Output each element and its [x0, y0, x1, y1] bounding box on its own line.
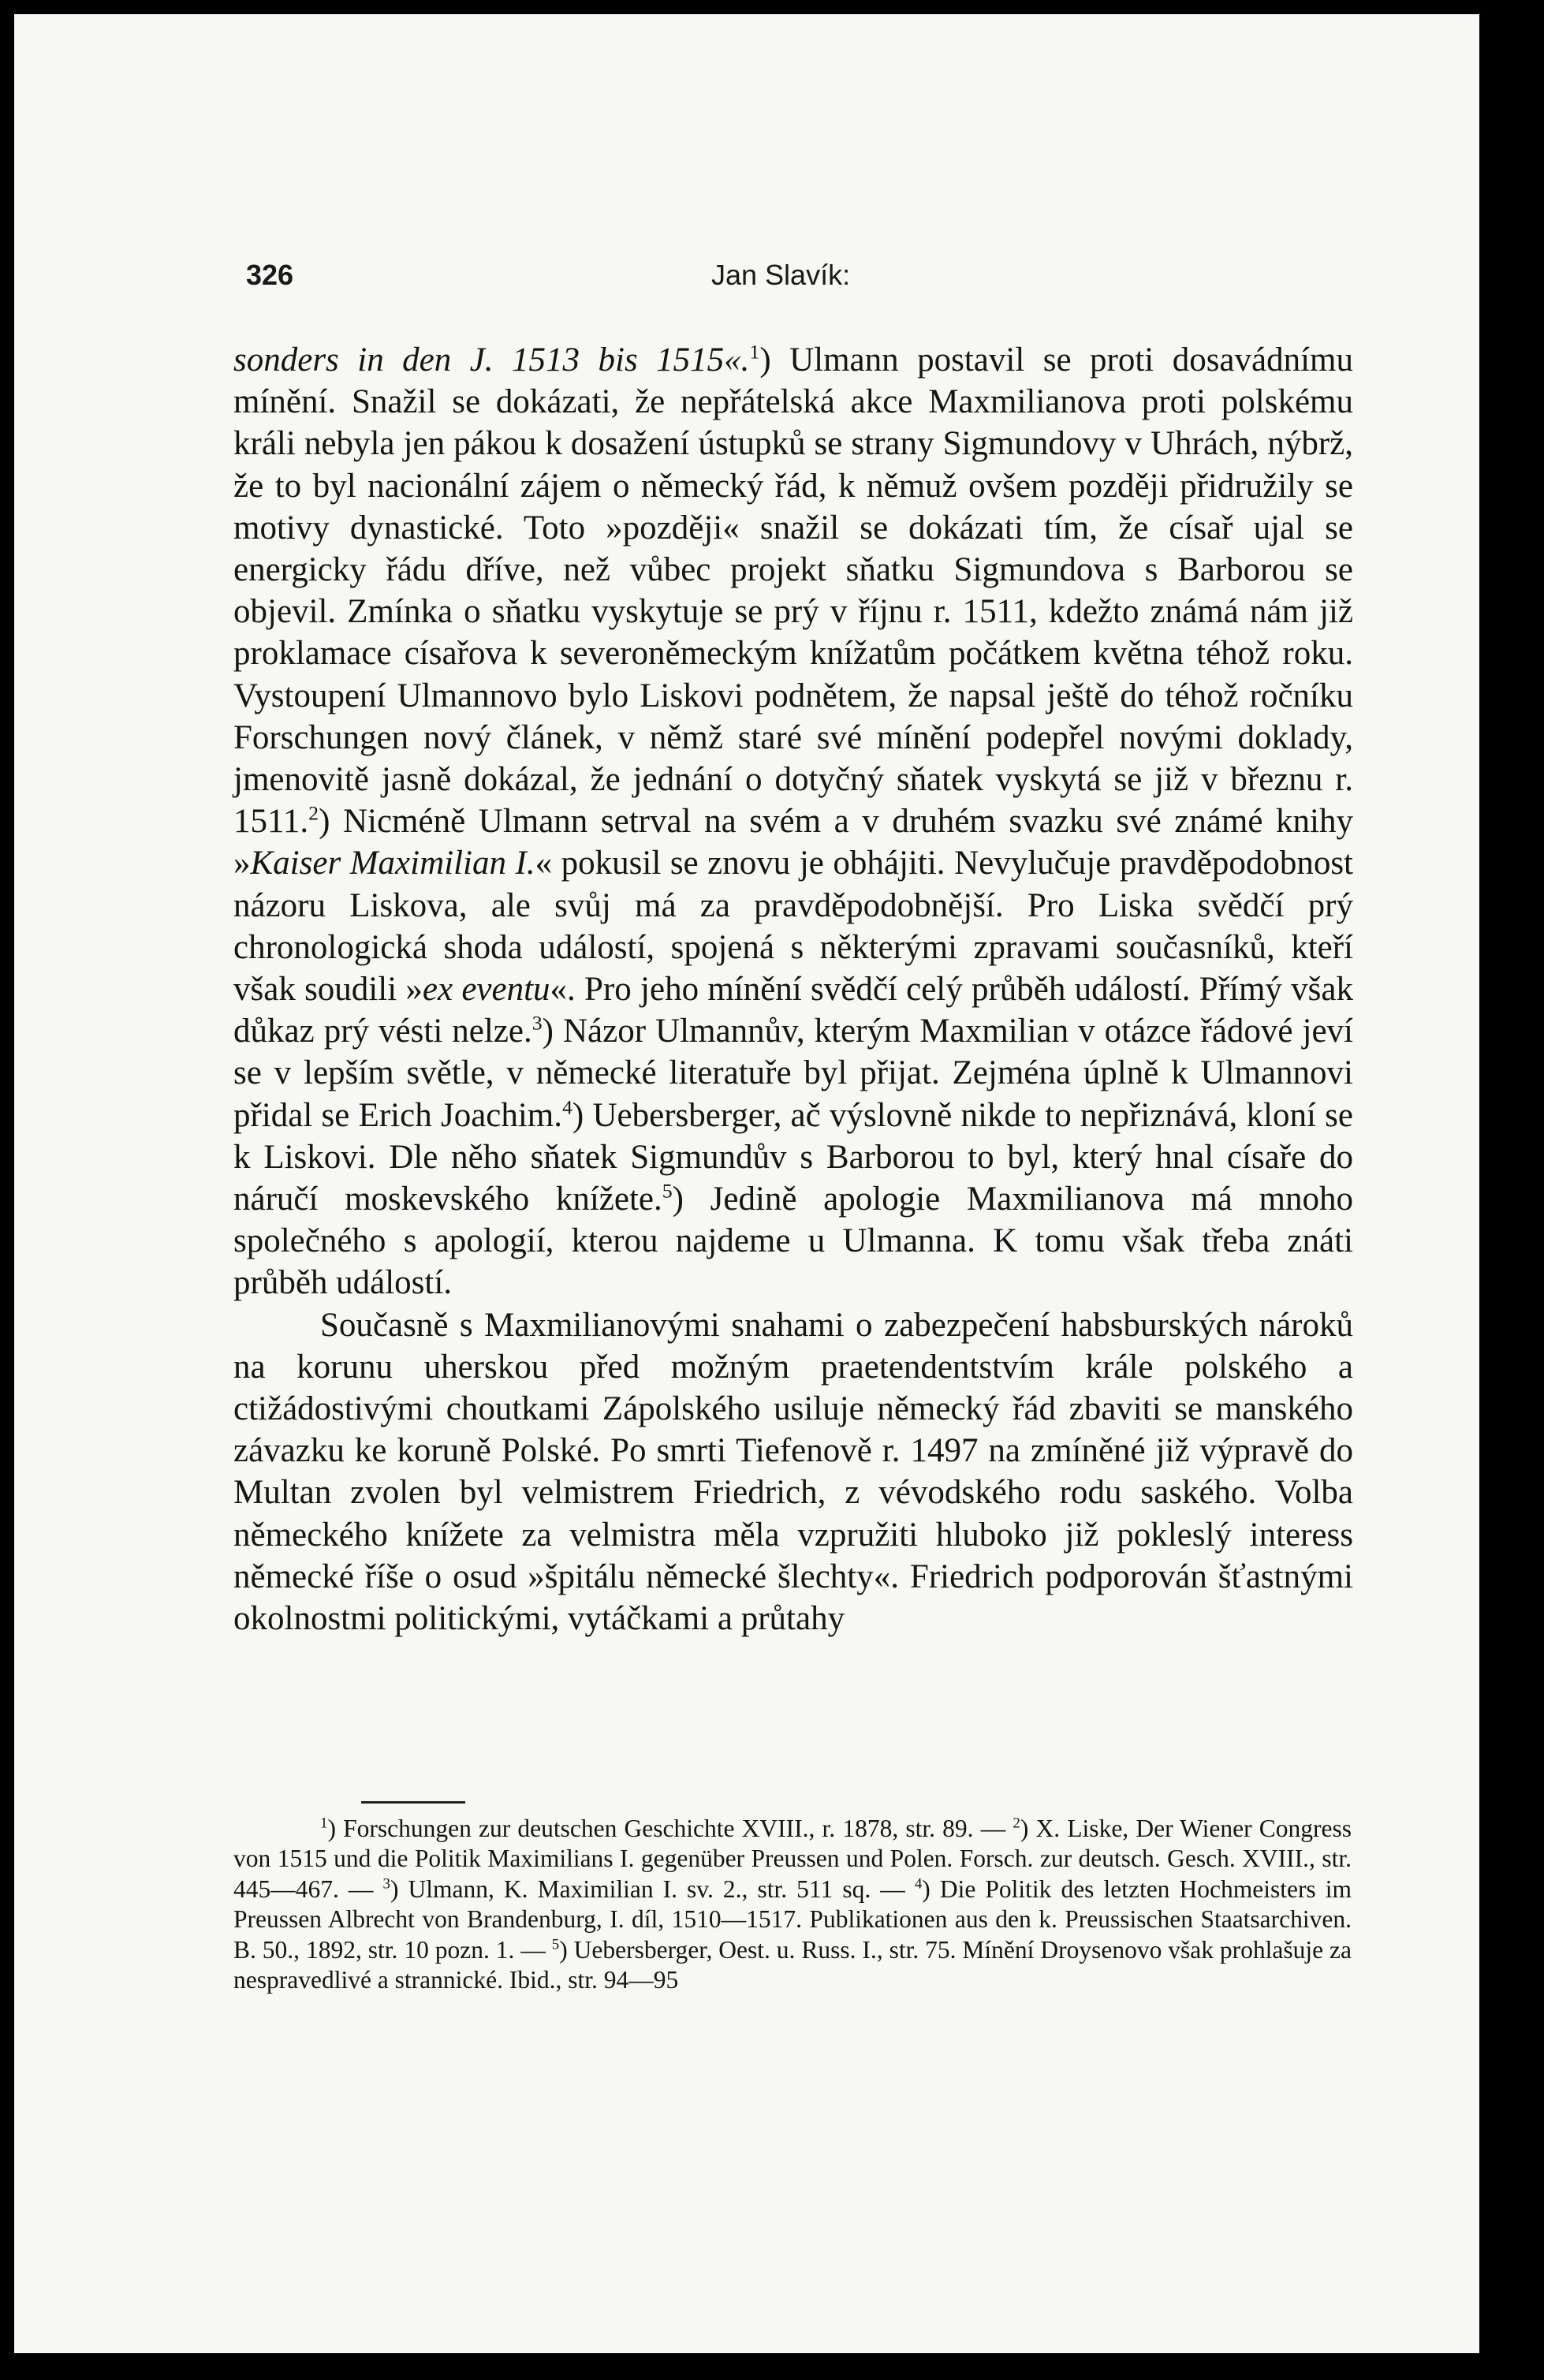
italic-book-title: Kaiser Maximilian I.	[250, 845, 535, 882]
italic-phrase: ex eventu	[422, 971, 550, 1009]
italic-title: sonders in den J. 1513 bis 1515«.	[233, 341, 750, 379]
text-run: «. Pro jeho mínění svědčí celý průběh událostí. Přímý však důkaz prý vésti nelze.	[233, 971, 1353, 1050]
footnote-ref-4: 4	[562, 1095, 572, 1119]
footnote-marker-2: 2	[1013, 1815, 1020, 1832]
text-run: « pokusil se znovu je obhájiti. Nevylučuje pravděpodobnost názoru Liskova, ale svůj má za pravděpodobnější. Pro Liska svědčí prý chronologická shoda událostí, spojená s některými zpravami současníků, kteří však soudili »	[233, 845, 1353, 1009]
footnote-divider	[361, 1801, 465, 1804]
page-number: 326	[246, 259, 294, 291]
footnote-marker-5: 5	[551, 1936, 560, 1953]
footnote-marker-4: 4	[914, 1875, 923, 1893]
text-run: ) Nicméně Ulmann setrval na svém a v druhém svazku své známé knihy »	[233, 803, 1353, 882]
footnote-ref-5: 5	[662, 1179, 673, 1203]
footnote-marker-3: 3	[382, 1875, 390, 1893]
footnotes	[233, 1814, 1352, 1995]
footnote-ref-1: 1	[749, 340, 760, 364]
footnote-ref-3: 3	[531, 1011, 543, 1035]
text-run: ) Uebersberger, ač výslovně nikde to nepřiznává, kloní se k Liskovi. Dle něho sňatek Sigmundův s Barborou to byl, který hnal císaře do náručí moskevského knížete.	[233, 1096, 1353, 1218]
text-run: ) Názor Ulmannův, kterým Maxmilian v otázce řádové jeví se v lepším světle, v německé literatuře byl přijat. Zejména úplně k Ulmannovi přidal se Erich Joachim.	[233, 1013, 1353, 1134]
footnote-ref-2: 2	[308, 801, 319, 825]
running-title: Jan Slavík:	[711, 259, 851, 291]
text-run: ) Jedině apologie Maxmilianova má mnoho společného s apologií, kterou najdeme u Ulmanna. K tomu však třeba znáti průběh událostí.	[233, 1181, 1353, 1302]
footnote-block	[233, 1814, 1352, 1995]
footnote-text-5: ) Uebersberger, Oest. u. Russ. I., str. 75. Mínění Droysenovo však prohlašuje za nespravedlivé a strannické. Ibid., str. 94—95	[233, 1935, 1352, 1994]
paragraph-1	[233, 339, 1353, 1304]
footnote-marker-1: 1	[320, 1815, 328, 1832]
footnote-text-1: ) Forschungen zur deutschen Geschichte XVIII., r. 1878, str. 89. —	[327, 1815, 1013, 1842]
footnote-text-2: ) X. Liske, Der Wiener Congress von 1515 und die Politik Maximilians I. gegenüber Preussen und Polen. Forsch. zur deutsch. Gesch. XVIII., str. 445—467. —	[233, 1815, 1352, 1903]
text-run: ) Ulmann postavil se proti dosavádnímu mínění. Snažil se dokázati, že nepřátelská akce Maxmilianova proti polskému králi nebyla jen pákou k dosažení ústupků se strany Sigmundovy v Uhrách, nýbrž, že to byl nacionální zájem o německý řád, k němuž ovšem později přidružily se motivy dynastické. Toto »později« snažil se dokázati tím, že císař ujal se energicky řádu dříve, než vůbec projekt sňatku Sigmundova s Barborou se objevil. Zmínka o sňatku vyskytuje se prý v říjnu r. 1511, kdežto známá nám již proklamace císařova k severoněmeckým knížatům počátkem května téhož roku. Vystoupení Ulmannovo bylo Liskovi podnětem, že napsal ještě do téhož ročníku Forschungen nový článek, v němž staré své mínění podepřel novými doklady, jmenovitě jasně dokázal, že jednání o dotyčný sňatek vyskytá se již v březnu r. 1511.	[233, 341, 1353, 841]
page-header	[246, 259, 1350, 290]
paragraph-2: Současně s Maxmilianovými snahami o zabezpečení habsburských nároků na korunu uherskou před možným praetendentstvím krále polského a ctižádostivými choutkami Zápolského usiluje německý řád zbaviti se manského závazku ke koruně Polské. Po smrti Tiefenově r. 1497 na zmíněné již výpravě do Multan zvolen byl velmistrem Friedrich, z vévodského rodu saského. Volba německého knížete za velmistra měla vzpružiti hluboko již pokleslý interess německé říše o osud »špitálu německé šlechty«. Friedrich podporován šťastnými okolnostmi politickými, vytáčkami a průtahy	[233, 1306, 1353, 1638]
page-sheet	[14, 14, 1479, 2353]
footnote-text-3: ) Ulmann, K. Maximilian I. sv. 2., str. 511 sq. —	[390, 1875, 915, 1903]
footnote-text-4: ) Die Politik des letzten Hochmeisters im Preussen Albrecht von Brandenburg, I. díl, 1510—1517. Publikationen aus den k. Preussischen Staatsarchiven. B. 50., 1892, str. 10 pozn. 1. —	[233, 1875, 1352, 1964]
main-text	[233, 339, 1353, 1640]
